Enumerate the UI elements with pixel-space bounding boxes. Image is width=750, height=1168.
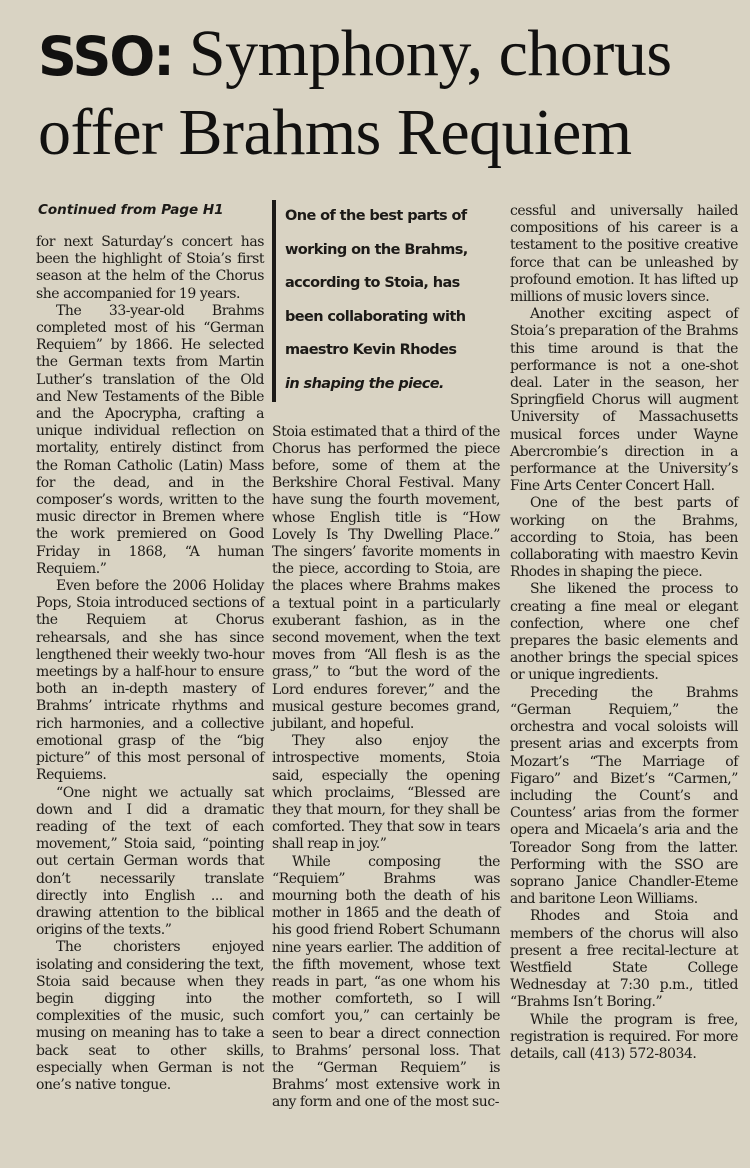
pull-quote-line: working on the Brahms, [285, 241, 468, 258]
pull-quote-line: in shaping the piece. [285, 375, 444, 392]
paragraph: Another exciting aspect of Stoia’s preparation of the Brahms this time around is that the performance is not a one-shot deal. Later in the season, her Springfield Chorus will augment University of Massachusetts musical forces under Wayne Abercrombie’s direction in a performance at the University’s Fine Arts Center Concert Hall. [510, 306, 738, 495]
paragraph: for next Saturday’s concert has been the highlight of Stoia’s first season at the helm of the Chorus she accompanied for 19 years. [36, 234, 264, 302]
article-column-1 [36, 200, 264, 1094]
paragraph: Stoia estimated that a third of the Chorus has performed the piece before, some of them at the Berkshire Choral Festival. Many have sung the fourth movement, whose English title is “How Lovely Is Thy Dwelling Place.” The singers’ favorite moments in the piece, according to Stoia, are the places where Brahms makes a textual point in a particularly exuberant fashion, as in the second movement, when the text moves from “All flesh is as the grass,” to “but the word of the Lord endures forever,” and the musical gesture becomes grand, jubilant, and hopeful. [272, 423, 500, 733]
paragraph: While the program is free, registration is required. For more details, call (413) 572-8034. [510, 1011, 738, 1062]
continued-from-label: Continued from Page H1 [38, 202, 224, 218]
pull-quote-line: maestro Kevin Rhodes [285, 342, 457, 359]
headline-line-1 [38, 16, 738, 95]
pull-quote-line: been collaborating with [285, 308, 466, 325]
paragraph: They also enjoy the introspective moments, Stoia said, especially the opening which proclaims, “Blessed are they that mourn, for they shall be comforted. They that sow in tears shall reap in joy.” [272, 733, 500, 853]
pull-quote-line: One of the best parts of [285, 208, 467, 224]
paragraph: cessful and universally hailed compositions of his career is a testament to the positive creative force that can be unleashed by profound emotion. It has lifted up millions of music lovers since. [510, 203, 738, 306]
paragraph: The 33-year-old Brahms completed most of his “German Requiem” by 1866. He selected the German texts from Martin Luther’s translation of the Old and New Testaments of the Bible and the Apocrypha, crafting a unique individual reflection on mortality, entirely distinct from the Roman Catholic (Latin) Mass for the dead, and in the composer’s words, written to the music director in Bremen where the work premiered on Good Friday in 1868, “A human Requiem.” [36, 302, 264, 577]
pull-quote-line: according to Stoia, has [285, 275, 460, 292]
paragraph: Preceding the Brahms “German Requiem,” the orchestra and vocal soloists will present arias and excerpts from Mozart’s “The Marriage of Figaro” and Bizet’s “Carmen,” including the Count’s and Countess’ arias from the former opera and Micaela’s aria and the Toreador Song from the latter. Performing with the SSO are soprano Janice Chandler-Eteme and baritone Leon Williams. [510, 684, 738, 908]
headline [38, 16, 738, 171]
pull-quote [272, 200, 500, 402]
paragraph: “One night we actually sat down and I did a dramatic reading of the text of each movement,” Stoia said, “pointing out certain German words that don’t necessarily translate directly into English ... and drawing attention to the biblical origins of the texts.” [36, 784, 264, 939]
headline-line-2: offer Brahms Requiem [38, 96, 632, 169]
paragraph: Even before the 2006 Holiday Pops, Stoia introduced sections of the Requiem at Chorus rehearsals, and she has since lengthened their weekly two-hour meetings by a half-hour to ensure both an in-depth mastery of Brahms’ intricate rhythms and rich harmonies, and a collective emotional grasp of the “big picture” of this most personal of Requiems. [36, 578, 264, 784]
paragraph: One of the best parts of working on the Brahms, according to Stoia, has been collaborating with maestro Kevin Rhodes in shaping the piece. [510, 495, 738, 581]
article-column-3 [510, 203, 738, 1063]
headline-line-1-text: Symphony, chorus [188, 17, 672, 90]
paragraph: She likened the process to creating a fine meal or elegant confection, where one chef prepares the basic elements and another brings the special spices or unique ingredients. [510, 581, 738, 684]
article-column-2 [272, 200, 500, 1112]
paragraph: Rhodes and Stoia and members of the chorus will also present a free recital-lecture at Westfield State College Wednesday at 7:30 p.m., titled “Brahms Isn’t Boring.” [510, 908, 738, 1011]
headline-kicker: SSO: [38, 25, 173, 88]
paragraph: While composing the “Requiem” Brahms was mourning both the death of his mother in 1865 and the death of his good friend Robert Schumann nine years earlier. The addition of the fifth movement, whose text reads in part, “as one whom his mother comforteth, so I will comfort you,” can certainly be seen to bear a direct connection to Brahms’ personal loss. That the “German Requiem” is Brahms’ most extensive work in any form and one of the most suc- [272, 853, 500, 1111]
paragraph: The choristers enjoyed isolating and considering the text, Stoia said because when they begin digging into the complexities of the music, such musing on meaning has to take a back seat to other skills, especially when German is not one’s native tongue. [36, 939, 264, 1093]
